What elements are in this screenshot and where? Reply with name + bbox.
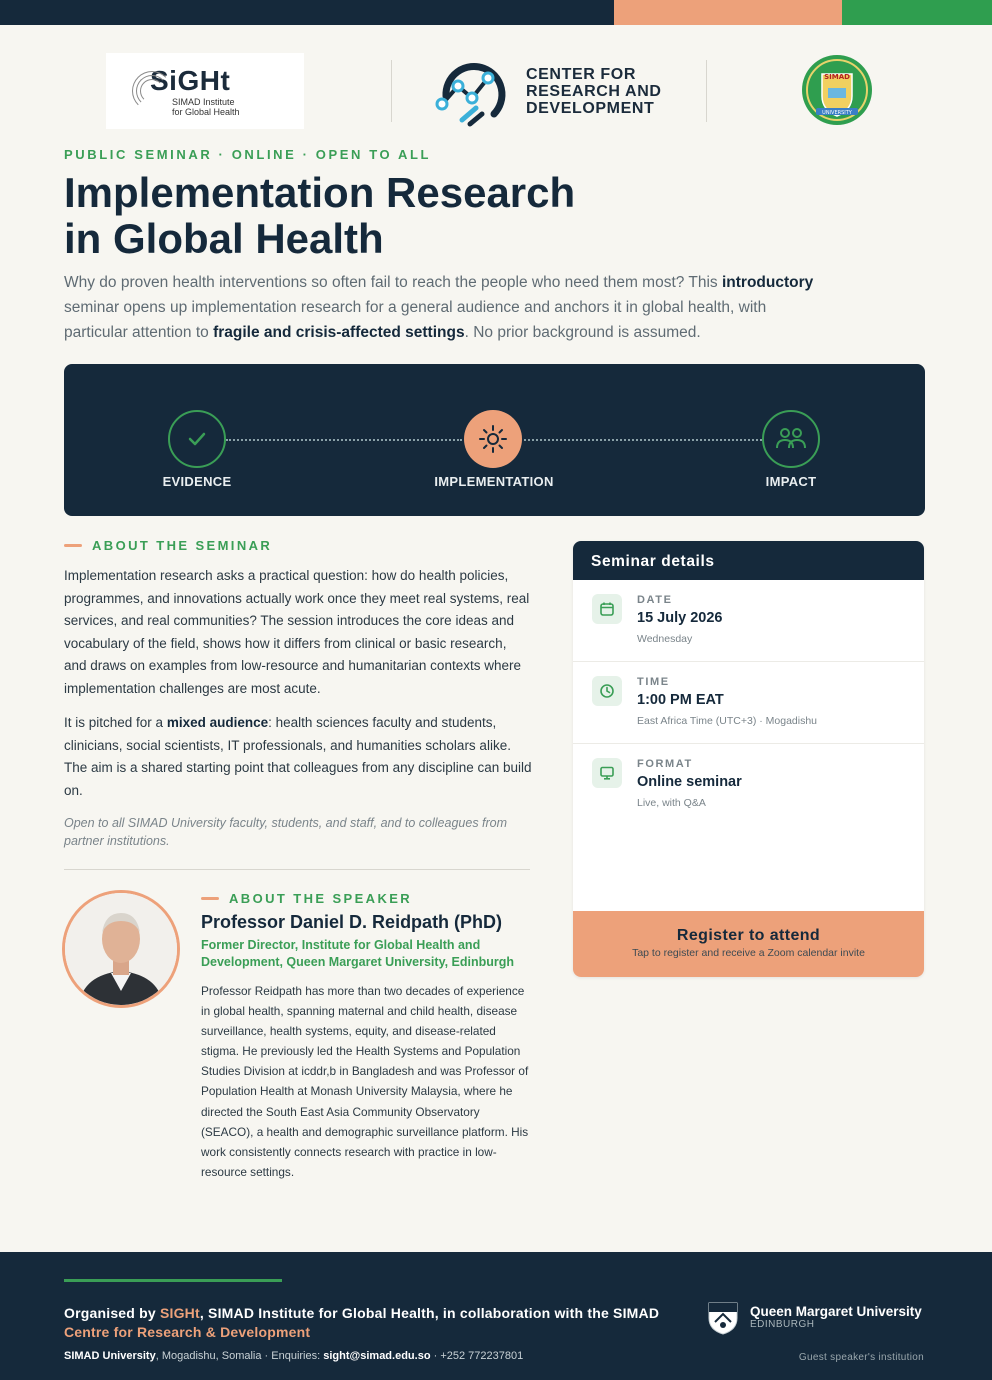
evidence-node — [168, 410, 226, 468]
crd-logo-line3: DEVELOPMENT — [526, 99, 655, 117]
org-highlight: Centre for Research & Development — [64, 1324, 311, 1340]
about-text: It is pitched for a — [64, 715, 167, 730]
section-divider — [64, 869, 530, 870]
guest-institution-caption: Guest speaker's institution — [798, 1352, 924, 1363]
speaker-role: Former Director, Institute for Global Health and Development, Queen Margaret University, Edinburgh — [201, 938, 515, 969]
top-bar-orange — [614, 0, 842, 25]
speaker-photo — [62, 890, 180, 1008]
seminar-details-card — [573, 541, 924, 977]
page-title — [64, 170, 764, 262]
contact-phone: · +252 772237801 — [430, 1350, 524, 1362]
footer-accent-line — [64, 1279, 282, 1282]
about-seminar-heading-text: ABOUT THE SEMINAR — [92, 538, 273, 553]
top-bar-green — [842, 0, 992, 25]
heading-dash — [201, 897, 219, 900]
about-speaker-heading-text: ABOUT THE SPEAKER — [229, 891, 413, 906]
intro-text: . No prior background is assumed. — [464, 324, 701, 341]
contact-line — [64, 1350, 523, 1362]
implementation-label: IMPLEMENTATION — [434, 474, 554, 489]
qmu-logo — [704, 1298, 922, 1336]
crd-network-icon — [432, 52, 514, 130]
org-highlight: SIGHt — [159, 1305, 200, 1321]
about-speaker-heading — [201, 891, 531, 906]
org-text: , SIMAD Institute for Global Health, in collaboration with the SIMAD — [199, 1305, 660, 1321]
sight-swirl-icon — [130, 61, 156, 121]
sight-logo — [106, 53, 304, 129]
about-seminar-section — [64, 538, 532, 850]
format-label: FORMAT — [637, 758, 693, 770]
intro-paragraph — [64, 270, 824, 345]
sight-logo-sub1: SIMAD Institute — [172, 97, 235, 107]
speaker-bio: Professor Reidpath has more than two decades of experience in global health, spanning maternal and child health, disease surveillance, health systems, equity, and disease-related stigma. He previously led the Health Systems and Population Studies Division at icddr,b in Bangladesh and was Professor of Population Health at Monash University Malaysia, where he directed the South East Asia Community Observatory (SEACO), a health and demographic surveillance platform. His work consistently connects research with practice in low-resource settings. — [201, 984, 529, 1179]
about-paragraph-1: Implementation research asks a practical question: how do health policies, programmes, and innovations actually work once they meet real systems, real services, and real communities? The session introduces the core ideas and vocabulary of the field, shows how it differs from clinical or basic research, and draws on examples from low-resource and humanitarian contexts where implementation challenges are most acute. — [64, 568, 530, 696]
about-paragraph-2 — [64, 712, 532, 802]
detail-row-format — [573, 744, 924, 826]
crd-logo-line2: RESEARCH AND — [526, 82, 662, 100]
evidence-to-impact-diagram — [64, 364, 925, 516]
contact-location: , Mogadishu, Somalia · Enquiries: — [155, 1350, 324, 1362]
flow-connector — [226, 439, 462, 441]
sun-gear-icon — [476, 422, 510, 456]
logo-divider — [706, 60, 707, 122]
speaker-name: Professor Daniel D. Reidpath (PhD) — [201, 912, 503, 932]
time-label: TIME — [637, 676, 670, 688]
calendar-icon — [592, 594, 622, 624]
intro-emphasis: introductory — [722, 274, 814, 291]
monitor-icon — [592, 758, 622, 788]
sight-logo-sub2: for Global Health — [172, 107, 240, 117]
qmu-city: EDINBURGH — [750, 1319, 815, 1330]
details-heading: Seminar details — [573, 541, 924, 580]
format-sub: Live, with Q&A — [637, 797, 706, 809]
about-text: : health sciences faculty and students, clinicians, social scientists, IT professionals, and humanities scholars alike. The aim is a shared starting point that colleagues from any discipline can build on. — [64, 715, 532, 798]
simad-seal-text: SIMAD — [824, 73, 850, 81]
register-sub: Tap to register and receive a Zoom calendar invite — [632, 947, 865, 959]
format-value: Online seminar — [637, 774, 742, 790]
logo-divider — [391, 60, 392, 122]
simad-university-seal — [798, 52, 876, 128]
about-speaker-section — [201, 891, 531, 1182]
about-emphasis: mixed audience — [166, 715, 269, 730]
register-button[interactable] — [573, 911, 924, 977]
impact-node — [762, 410, 820, 468]
about-seminar-heading — [64, 538, 532, 553]
date-sub: Wednesday — [637, 633, 693, 645]
simad-seal-ring-text: UNIVERSITY — [822, 110, 852, 116]
time-value: 1:00 PM EAT — [637, 692, 724, 708]
date-value: 15 July 2026 — [637, 610, 723, 626]
title-line-2: in Global Health — [64, 215, 384, 262]
crd-logo — [432, 52, 662, 130]
date-label: DATE — [637, 594, 673, 606]
title-line-1: Implementation Research — [64, 169, 576, 216]
audience-note: Open to all SIMAD University faculty, students, and staff, and to colleagues from partner institutions. — [64, 816, 508, 848]
contact-email[interactable]: sight@simad.edu.so — [323, 1350, 431, 1362]
impact-label: IMPACT — [765, 474, 817, 489]
intro-text: Why do proven health interventions so often fail to reach the people who need them most? This — [64, 274, 722, 291]
top-bar-navy — [0, 0, 614, 25]
detail-row-date — [573, 580, 924, 662]
clock-icon — [592, 676, 622, 706]
people-group-icon — [774, 424, 808, 454]
intro-emphasis: fragile and crisis-affected settings — [213, 324, 465, 341]
qmu-name: Queen Margaret University — [750, 1304, 922, 1319]
sight-logo-name: SiGHt — [150, 65, 231, 96]
evidence-label: EVIDENCE — [162, 474, 232, 489]
flow-connector — [524, 439, 762, 441]
crd-logo-line1: CENTER FOR — [526, 65, 636, 83]
organiser-text — [64, 1304, 664, 1342]
time-sub: East Africa Time (UTC+3) · Mogadishu — [637, 715, 818, 727]
register-label: Register to attend — [676, 927, 821, 944]
footer — [0, 1252, 992, 1380]
implementation-node — [464, 410, 522, 468]
qmu-crest-icon — [704, 1298, 742, 1336]
intro-text: seminar opens up implementation research for a general audience and anchors it in global health, with particular attention to — [64, 299, 767, 341]
check-icon — [185, 427, 209, 451]
detail-row-time — [573, 662, 924, 744]
top-color-bar — [0, 0, 992, 25]
logo-row — [64, 50, 926, 132]
contact-university: SIMAD University — [64, 1350, 156, 1362]
hero-eyebrow: PUBLIC SEMINAR · ONLINE · OPEN TO ALL — [64, 147, 432, 162]
org-text: Organised by — [64, 1305, 160, 1321]
heading-dash — [64, 544, 82, 547]
